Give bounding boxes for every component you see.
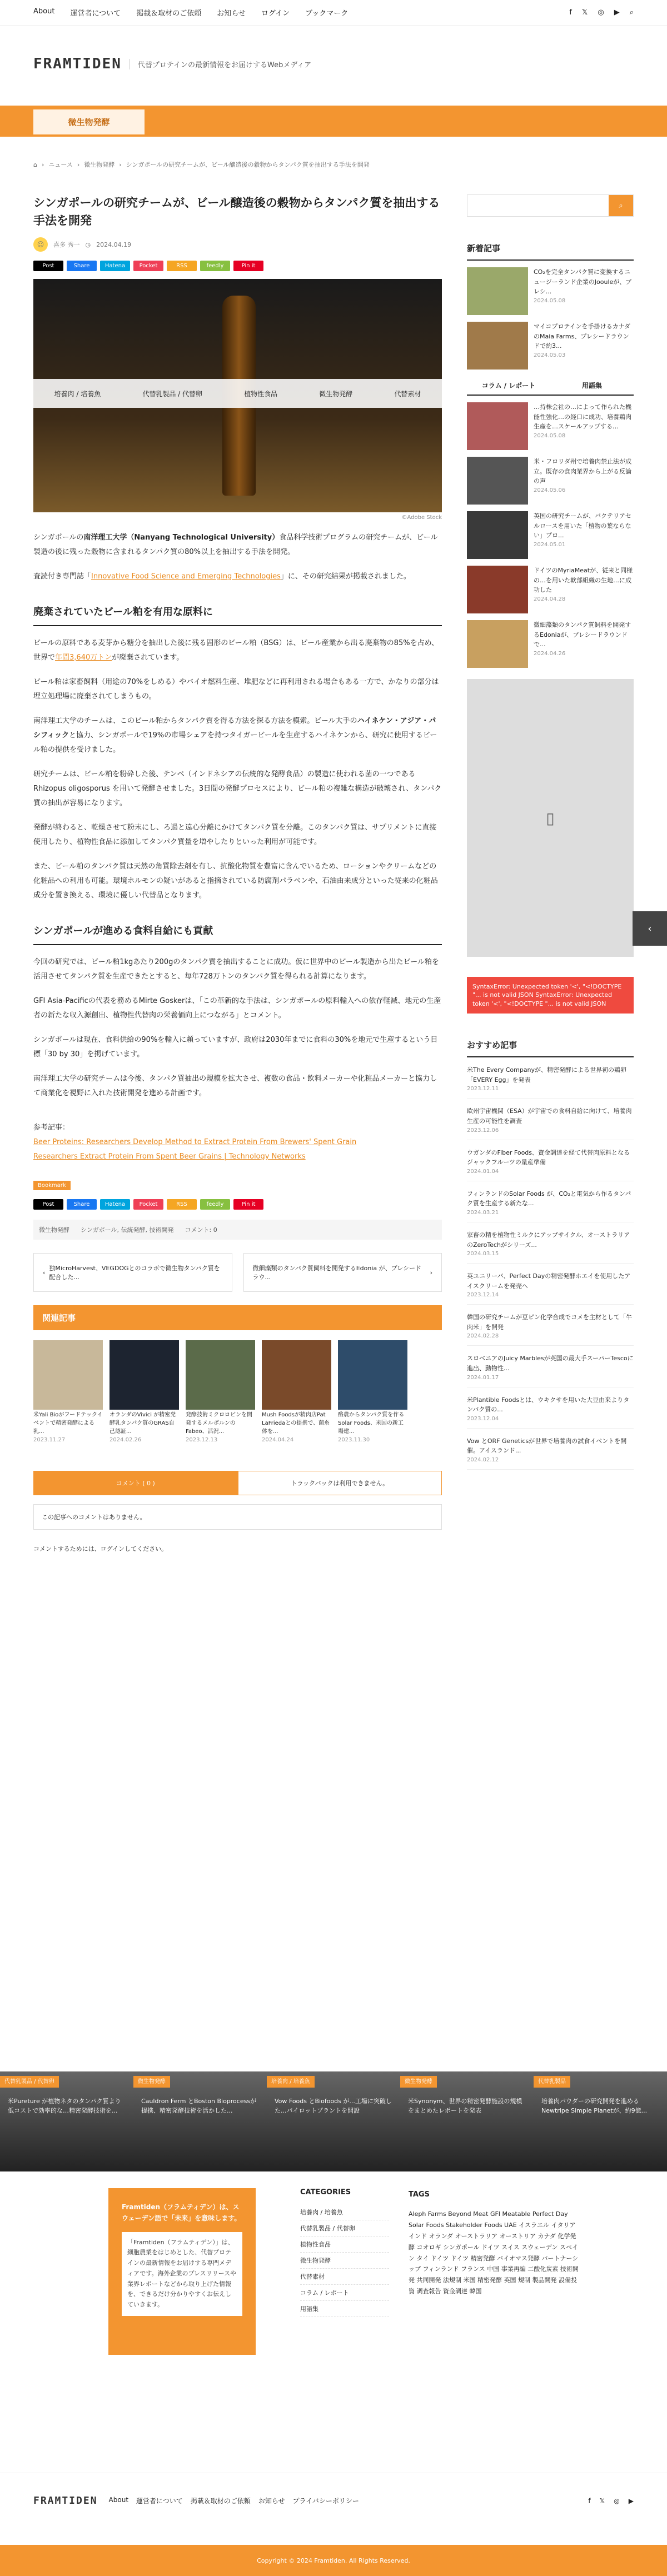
feature-card[interactable]: 培養肉 / 培養魚 Vow Foods とBiofoods が...工場に突破した...パイロットプラントを開設 — [267, 2071, 400, 2171]
footer-tags-heading: TAGS — [409, 2190, 430, 2199]
share-facebook-button[interactable]: Share — [67, 1199, 97, 1210]
tab-comments[interactable]: コメント ( 0 ) — [33, 1471, 238, 1495]
recommended-item[interactable]: Vow とORF Geneticsが世界で培養肉の試食イベントを開催。アイスランド... 2024.02.12 — [467, 1436, 634, 1470]
recommended-item[interactable]: 米The Every Companyが、精密発酵による世界初の鶏卵「EVERY Egg」を発表 2023.12.11 — [467, 1065, 634, 1099]
paragraph-12: 南洋理工大学の研究チームは今後、タンパク質抽出の規模を拡大させ、複数の食品・飲料メーカーや化粧品メーカーと協力して商業化を視野に入れた技術開発を進める計画です。 — [33, 1075, 437, 1097]
footer-category-link[interactable]: 用語集 — [300, 2301, 389, 2317]
sidebar-list-item[interactable]: 微細藻類のタンパク質飼料を開発するEdoniaが、プレシードラウンドで... 2024.04.26 — [467, 620, 634, 668]
top-nav-news[interactable]: お知らせ — [217, 9, 246, 18]
new-article-item[interactable]: マイコプロテインを手掛けるカナダのMaia Farms、プレシードラウンドで約3... 2024.05.03 — [467, 322, 634, 370]
paragraph-4: ビール粕は家畜飼料（用途の70%をしめる）やバイオ燃料生産、堆肥などに再利用される場合もある一方で、かなりの部分は埋立処理場に廃棄されてしまうもの。 — [33, 678, 439, 701]
share-feedly-button[interactable]: feedly — [200, 1199, 230, 1210]
image-credit: ©Adobe Stock — [401, 515, 442, 521]
footer-about-box — [108, 2188, 256, 2355]
youtube-icon[interactable]: ▶ — [628, 2497, 634, 2505]
comment-tabs — [33, 1471, 442, 1495]
overlay-nav-alt-material[interactable]: 代替素材 — [394, 390, 421, 398]
sidebar-list-item[interactable]: …持株会社の…によって作られた機能性強化…の経口に成功、培養鶏肉生産を…スケールアップする… 2024.05.08 — [467, 402, 634, 450]
error-message: SyntaxError: Unexpected token '<', "<!DOCTYPE "... is not valid JSON SyntaxError: Unexpected token '<', "<!DOCTYPE "... is not valid JSON — [467, 977, 634, 1014]
share-feedly-button[interactable]: feedly — [200, 261, 230, 271]
site-header — [0, 26, 667, 102]
references: 参考記事： Beer Proteins: Researchers Develop Method to Extract Protein From Brewers' Spent Grain Researchers Extract Protein From Spent Beer Grains | Technology Networks — [33, 1124, 357, 1161]
overlay-nav-alt-dairy[interactable]: 代替乳製品 / 代替卵 — [142, 390, 203, 398]
chevron-left-icon: ‹ — [648, 922, 652, 935]
sidebar-list-item[interactable]: 英国の研究チームが、バクテリアセルロースを用いた「植物の葉ならない」プロ... 2024.05.01 — [467, 511, 634, 559]
paragraph-8: また、ビール粕のタンパク質は天然の角質除去剤を有し、抗酸化物質を豊富に含んでいるため、ローションやクリームなどの化粧品への利用も可能。環境ホルモンの疑いがあると指摘されている防腐剤パラベンや、石油由来成分といった従来の化粧品成分を置き換える、環境に優しい代替品となります。 — [33, 862, 438, 900]
article-taxonomy — [33, 1220, 442, 1240]
sidebar-list-item[interactable]: 米・フロリダ州で培養肉禁止法が成立。既存の食肉業界から上がる反論の声 2024.05.06 — [467, 457, 634, 505]
chevron-left-icon: ‹ — [43, 1269, 49, 1276]
share-pocket-button[interactable]: Pocket — [133, 1199, 163, 1210]
category-band — [0, 106, 667, 137]
paragraph-11: シンガポールは現在、食料供給の90%を輸入に頼っていますが、政府は2030年までに食料の30%を地元で生産するという目標「30 by 30」を掲げています。 — [33, 1036, 438, 1059]
youtube-icon[interactable]: ▶ — [614, 8, 620, 17]
reference-link-1[interactable]: Beer Proteins: Researchers Develop Method to Extract Protein From Brewers' Spent Grain — [33, 1138, 357, 1146]
share-buttons — [33, 261, 442, 271]
search-button[interactable] — [609, 195, 633, 216]
article-title: シンガポールの研究チームが、ビール醸造後の穀物からタンパク質を抽出する手法を開発 — [33, 196, 440, 227]
site-tagline: 代替プロテインの最新情報をお届けするWebメディア — [130, 59, 311, 69]
footer-category-link[interactable]: 代替素材 — [300, 2269, 389, 2285]
top-nav-operator[interactable]: 運営者について — [70, 9, 121, 18]
share-hatena-button[interactable]: Hatena — [100, 261, 130, 271]
article — [33, 194, 442, 1559]
footer-about-tag: Framtiden（フラムティデン）は、スウェーデン語で「未来」を意味します。 — [122, 2203, 241, 2223]
share-x-button[interactable]: Post — [33, 261, 63, 271]
related-heading: 関連記事 — [33, 1305, 442, 1330]
facebook-icon[interactable]: f — [588, 2497, 591, 2505]
paragraph-2: 査読付き専門誌「Innovative Food Science and Emerging Technologies」に、その研究結果が掲載されました。 — [33, 572, 411, 581]
hero-image — [33, 279, 442, 512]
related-item[interactable]: 酪農からタンパク質を作る Solar Foods、米国の新工場建... 2023.11.30 — [338, 1340, 407, 1443]
footer-tags — [409, 2188, 581, 2297]
footer-category-link[interactable]: 微生物発酵 — [300, 2253, 389, 2269]
footer-links — [109, 2496, 359, 2505]
paragraph-5: 南洋理工大学のチームは、このビール粕からタンパク質を得る方法を探る方法を模索。ビール大手のハイネケン・アジア・パシフィックと協力、シンガポールで19%の市場シェアを持つタイガービールを生産するハイネケンから、研究に使用するビール粕の提供を受けました。 — [33, 717, 437, 754]
prev-article-link[interactable]: ‹ 独MicroHarvest、VEGDOGとのコラボで微生物タンパク質を配合した... — [33, 1253, 232, 1292]
overlay-nav-fermentation[interactable]: 微生物発酵 — [319, 390, 353, 398]
recommended-item[interactable]: 韓国の研究チームが豆ピン化学合成でコメを主材として「牛肉米」を開発 2024.02.28 — [467, 1312, 634, 1346]
top-bar — [0, 0, 667, 26]
footer-link-operator[interactable]: 運営者について — [136, 2497, 183, 2505]
instagram-icon[interactable]: ◎ — [598, 8, 604, 17]
paragraph-7: 発酵が終わると、乾燥させて粉末にし、ろ過と遠心分離にかけてタンパク質を分離。このタンパク質は、サプリメントに直接使用したり、植物性食品に添加してタンパク質量を増やしたりといった利用が可能です。 — [33, 823, 437, 846]
share-x-button[interactable]: Post — [33, 1199, 63, 1210]
chevron-right-icon: › — [426, 1269, 432, 1276]
journal-link[interactable]: Innovative Food Science and Emerging Technologies — [91, 572, 281, 581]
breadcrumb-news[interactable]: ニュース — [48, 161, 73, 168]
sidebar-tabs — [467, 376, 634, 396]
next-article-link[interactable]: 微細藻類のタンパク質飼料を開発するEdonia が、プレシードラウ... › — [243, 1253, 442, 1292]
prev-next-nav — [33, 1253, 442, 1292]
author-name[interactable]: 喜多 秀一 — [53, 241, 80, 248]
feature-card[interactable]: 代替乳製品 / 代替卵 米Pureture が植物ネタのタンパク質より低コストで効率的な…精密発酵技術を... — [0, 2071, 133, 2171]
search-input[interactable] — [467, 195, 609, 216]
sidebar — [467, 194, 634, 1470]
recommended-item[interactable]: 欧州宇宙機関（ESA）が宇宙での食料自給に向けて、培養肉生産の可能性を調査 2023.12.06 — [467, 1106, 634, 1140]
top-nav — [33, 7, 348, 18]
paragraph-3: ビールの原料である麦芽から糖分を抽出した後に残る固形のビール粕（BSG）は、ビール産業から出る廃棄物の85%を占め、世界で年間3,640万トンが廃棄されています。 — [33, 639, 439, 662]
ad-placeholder-icon: ▯ — [467, 679, 634, 957]
recommended-item[interactable]: 米Plantible Foodsとは、ウキクサを用いた大豆由来よりタンパク質の... 2023.12.04 — [467, 1395, 634, 1429]
related-item[interactable]: 発酵技術ミクロロビンを開発するメルボルンのFabeo、活況... 2023.12.13 — [186, 1340, 255, 1443]
no-comments-box: この記事へのコメントはありません。 — [33, 1504, 442, 1530]
search-icon: ⌕ — [619, 201, 623, 210]
footer-social — [588, 2497, 634, 2505]
top-nav-request[interactable]: 掲載＆取材のご依頼 — [136, 9, 202, 18]
taxonomy-category[interactable]: 微生物発酵 — [39, 1226, 69, 1234]
top-nav-bookmark[interactable]: ブックマーク — [305, 9, 349, 18]
footer-category-link[interactable]: 代替乳製品 / 代替卵 — [300, 2220, 389, 2236]
footer-link-privacy[interactable]: プライバシーポリシー — [292, 2497, 359, 2505]
copyright: Copyright © 2024 Framtiden. All Rights Reserved. — [0, 2545, 667, 2576]
recommended-item[interactable]: ウガンダのFiber Foods、資金調達を経て代替肉原料となるジャックフルーツの量産準備 2024.01.04 — [467, 1148, 634, 1181]
category-title: 微生物発酵 — [33, 108, 145, 134]
facebook-icon[interactable]: f — [569, 8, 572, 17]
x-icon[interactable]: 𝕏 — [599, 2497, 605, 2505]
author-avatar: ☺ — [33, 237, 48, 252]
feature-card[interactable]: 微生物発酵 Cauldron Ferm とBoston Bioprocessが提携、精密発酵技術を活かした... — [133, 2071, 267, 2171]
taxonomy-comments: コメント: 0 — [185, 1226, 217, 1234]
footer-categories — [300, 2188, 389, 2317]
bottom-bar — [0, 2473, 667, 2528]
related-list — [33, 1340, 442, 1443]
footer-categories-heading: CATEGORIES — [300, 2188, 351, 2196]
reference-link-2[interactable]: Researchers Extract Protein From Spent Beer Grains | Technology Networks — [33, 1152, 306, 1161]
footer-category-link[interactable]: 培養肉 / 培養魚 — [300, 2204, 389, 2220]
instagram-icon[interactable]: ◎ — [614, 2497, 620, 2505]
overlay-nav-cultured-meat[interactable]: 培養肉 / 培養魚 — [54, 390, 101, 398]
related-item[interactable]: オランダのVivici が精密発酵乳タンパク質のGRAS自己認証... 2024.02.26 — [109, 1340, 179, 1443]
top-social — [569, 8, 634, 17]
tab-column-report[interactable]: コラム / レポート — [481, 382, 536, 390]
recommended-item[interactable]: フィンランドのSolar Foods が、CO₂と電気から作るタンパク質を生産する新たな... 2024.03.21 — [467, 1189, 634, 1222]
paragraph-10: GFI Asia-Pacificの代表を務めるMirte Goskerは、「この革新的な手法は、シンガポールの原料輸入への依存軽減、地元の生産者の新たな収入源創出、植物性代替肉の栄養価向上につながる」とコメント。 — [33, 997, 441, 1020]
bookmark-button[interactable]: Bookmark — [33, 1181, 71, 1190]
taxonomy-tags[interactable]: シンガポール, 伝統発酵, 技術開発 — [81, 1226, 174, 1234]
tab-trackbacks[interactable]: トラックバックは利用できません。 — [238, 1471, 442, 1495]
tab-glossary[interactable]: 用語集 — [581, 382, 602, 390]
site-logo[interactable]: FRAMTIDEN — [33, 56, 122, 72]
section-heading-1: 廃棄されていたビール粕を有用な原料に — [33, 604, 442, 626]
sidebar-list-item[interactable]: ドイツのMyriaMeatが、従来と同様の…を用いた軟部組織の生地…に成功した 2024.04.28 — [467, 566, 634, 613]
new-article-item[interactable]: CO₂を完全タンパク質に変換するニュージーランド企業のJoouleが、プレシ... 2024.05.08 — [467, 267, 634, 315]
overlay-nav-plant-based[interactable]: 植物性食品 — [244, 390, 278, 398]
breadcrumb-category[interactable]: 微生物発酵 — [84, 161, 115, 168]
clock-icon: ◷ — [85, 241, 91, 248]
share-pocket-button[interactable]: Pocket — [133, 261, 163, 271]
new-articles-heading: 新着記事 — [467, 242, 634, 261]
breadcrumb-current: シンガポールの研究チームが、ビール醸造後の穀物からタンパク質を抽出する手法を開発 — [126, 161, 370, 168]
footer-category-link[interactable]: コラム / レポート — [300, 2285, 389, 2301]
paragraph-1: シンガポールの南洋理工大学（Nanyang Technological University）食品科学技術プログラムの研究チームが、ビール製造の後に残った穀物に含まれるタンパク質の80%以上を抽出する手法を開発。 — [33, 533, 438, 556]
footer-feature-strip — [0, 2071, 667, 2171]
footer — [0, 2171, 667, 2416]
tag-cloud[interactable]: Aleph Farms Beyond Meat GFI Meatable Perfect Day Solar Foods Stakeholder Foods UAE イスラエル イタリア インド オランダ オーストラリア オーストリア カナダ 化学発酵 コオロギ シンガポール ドイツ スイス スウェーデン スペイン タイ ドイツ ドイツ 精密発酵 バイオマス発酵 パートナーシップ フィンランド フランス 中国 事業再編 二酸化炭素 技術開発 共同開発 法規制 米国 精密発酵 英国 規制 製品開発 設備投資 調査報告 資金調達 韓国 — [409, 2210, 579, 2295]
share-buttons-bottom — [33, 1199, 442, 1210]
search-icon[interactable]: ⌕ — [629, 8, 634, 17]
paragraph-6: 研究チームは、ビール粕を粉砕した後、テンペ（インドネシアの伝統的な発酵食品）の製造に使われる菌の一つである Rhizopus oligosporus を用いて発酵させました。3日間の発酵プロセスにより、ビール粕の複雑な構造が破壊され、タンパク質の抽出が容易になります。 — [33, 770, 442, 807]
sidebar-search — [467, 194, 634, 217]
recommended-heading: おすすめ記事 — [467, 1039, 634, 1057]
feature-card[interactable]: 代替乳製品 培養肉パウダーの研究開発を進めるNewtripe Simple Planetが、約9億... — [534, 2071, 667, 2171]
feature-card[interactable]: 微生物発酵 米Synonym、世界の精密発酵施設の規模をまとめたレポートを発表 — [400, 2071, 534, 2171]
recommended-item[interactable]: 家畜の精を植物性ミルクにアップサイクル、オーストラリアのZeroTechがシリーズ... 2024.03.15 — [467, 1230, 634, 1264]
stat-link[interactable]: 年間3,640万トン — [55, 653, 112, 662]
share-hatena-button[interactable]: Hatena — [100, 1199, 130, 1210]
related-item[interactable]: 米Yali Bioがフードテックイベントで精密発酵による乳... 2023.11.27 — [33, 1340, 103, 1443]
footer-link-news[interactable]: お知らせ — [258, 2497, 285, 2505]
x-icon[interactable]: 𝕏 — [581, 8, 588, 17]
related-item[interactable]: Mush Foodsが精肉店Pat LaFriedaとの提携で、菌糸体を... 2024.04.24 — [262, 1340, 331, 1443]
recommended-item[interactable]: スロベニアのJuicy Marblesが英国の最大手スーパーTescoに進出、動物性... 2024.01.17 — [467, 1354, 634, 1387]
article-meta — [33, 237, 442, 252]
float-menu-button[interactable] — [633, 911, 667, 946]
section-heading-2: シンガポールが進める食料自給にも貢献 — [33, 923, 442, 945]
top-nav-about[interactable]: About — [33, 7, 55, 16]
share-rss-button[interactable]: RSS — [167, 1199, 197, 1210]
footer-link-request[interactable]: 掲載＆取材のご依頼 — [190, 2497, 251, 2505]
footer-link-about[interactable]: About — [108, 2496, 129, 2504]
image-overlay-nav — [33, 379, 442, 408]
footer-about-desc: 「Framtiden（フラムティデン）」は、細胞農業をはじめとした、代替プロテインの最新情報をお届けする専門メディアです。海外企業のプレスリリースや業界レポートなどから取り上げた情報を、できるだけ分かりやすくお伝えしていきます。 — [122, 2232, 242, 2316]
login-note: コメントするためには、ログインしてください。 — [33, 1545, 168, 1552]
article-date: 2024.04.19 — [96, 241, 132, 248]
share-facebook-button[interactable]: Share — [67, 261, 97, 271]
home-icon[interactable]: ⌂ — [33, 161, 37, 168]
footer-logo[interactable]: FRAMTIDEN — [33, 2495, 98, 2507]
recommended-item[interactable]: 英ユニリーバ、Perfect Dayの精密発酵ホエイを使用したアイスクリームを発売へ 2023.12.14 — [467, 1271, 634, 1305]
top-nav-login[interactable]: ログイン — [261, 9, 290, 18]
paragraph-9: 今回の研究では、ビール粕1kgあたり200gのタンパク質を抽出することに成功。仮に世界中のビール製造から出たビール粕を活用させてタンパク質を生産できたとすると、毎年728万トンのタンパク質を得られる計算になります。 — [33, 958, 439, 981]
share-pinterest-button[interactable]: Pin it — [233, 261, 263, 271]
breadcrumb: ⌂ › ニュース › 微生物発酵 › シンガポールの研究チームが、ビール醸造後の穀物からタンパク質を抽出する手法を開発 — [33, 161, 370, 168]
share-rss-button[interactable]: RSS — [167, 261, 197, 271]
share-pinterest-button[interactable]: Pin it — [233, 1199, 263, 1210]
footer-category-link[interactable]: 植物性食品 — [300, 2236, 389, 2253]
